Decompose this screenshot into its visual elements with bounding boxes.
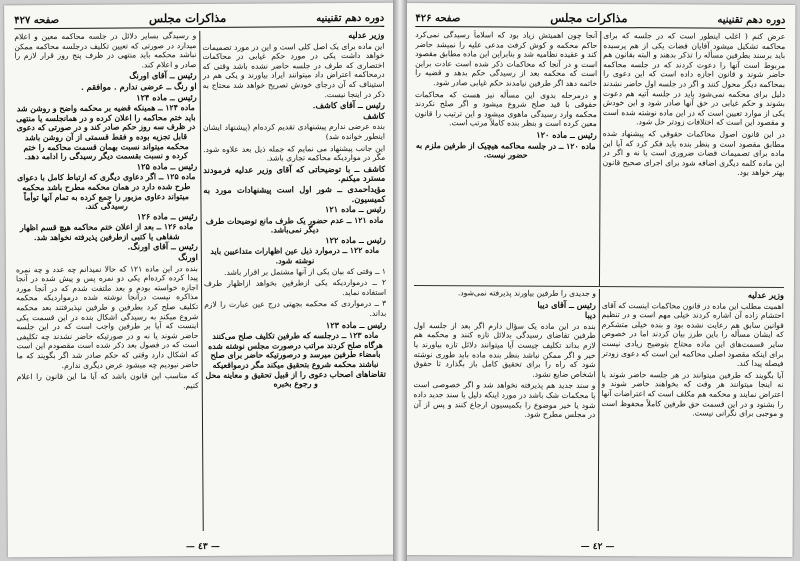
- header-page-number: صفحه ۴۲۶: [415, 13, 461, 25]
- paragraph: که مناسب این قانون باشد که آیا ما این قانون را اعلام کنیم.: [16, 371, 199, 390]
- lower-column-left: [413, 288, 596, 529]
- paragraph: و سند جدید هم پذیرفته نخواهد شد و اگر خصوصی است یا محکمات شک باشد در مورد اینکه دلیل یا سند جدید داده شود یا خیر موضوع را بکمیسیون ارجاع کنند و پس از آن در مجلس مطرح شود.: [413, 380, 596, 420]
- speaker-line: اورنگ: [178, 252, 198, 263]
- paragraph: این جانب پیشنهاد می نمایم که جمله ذیل بعد علاوه شود. مگر در مواردیکه محاکمه تجاری باشد.: [203, 143, 386, 163]
- paragraph: ۳ ــ درمواردی که محکمه بجهتی درج عین عبارت را لازم بداند.: [204, 299, 387, 318]
- paragraph: بنده عرضی ندارم پیشنهادی تقدیم کرده‌ام (پیشنهاد ایشان اینطور خوانده شد): [202, 122, 386, 142]
- article-text: ماده ۱۲۰ ــ در جلسه محاکمه هیچیک از طرفین ملزم به حضور نیست.: [415, 140, 596, 160]
- page-header: [415, 11, 785, 29]
- article-text: ماده ۱۲۶ ــ بعد از اعلان ختم محاکمه هیچ قسم اظهار شفاهی یا کتبی ازطرفین پذیرفته نخواهد شد.: [19, 222, 194, 243]
- paragraph: بنده در این ماده یک سؤال دارم اگر بعد از جلسه اول طرفین تقاضای رسیدگی بدلائل تازه کنند و محکمه هم لازم بداند تکلیف چیست آیا میتوانند دلائل تازه بیاورند یا خیر و اگر ممکن نباشد بنظر بنده ماده باید طوری نوشته شود که راه را برای تحقیق کامل باز بگذارد تا حقوق اشخاص ضایع نشود.: [413, 320, 596, 379]
- page-427: [4, 3, 398, 558]
- book-gutter: [393, 0, 407, 561]
- header-page-number: صفحه ۴۲۷: [14, 14, 60, 27]
- column-right: [202, 30, 387, 531]
- paragraph: و رسیدگی بسایر دلائل در جلسه محاکمه معین و اعلام میدارد در صورتی که تعیین تکلیف درجلسه محاکمه ممکن نباشد محکمه باید منتهی در ظرف پنج روز قرار لازم را صادر و اعلام کند.: [14, 31, 197, 70]
- column-left: [14, 31, 199, 532]
- speaker-line: رئیس ــ ماده ۱۲۶: [137, 210, 198, 222]
- footer-number-text: ٤٢: [592, 541, 603, 553]
- paragraph: آیا بگویند که طرفین میتوانند در هر جلسه حاضر شوند یا نه اینجا میتوانند هر وقت که بخواهند حاضر شوند و اعتراض نمایند و محکمه هم مکلف است که اعتراضات آنها را بشنود و در این قسمت حق طرفین کاملاً محفوظ است و موجبی برای نگرانی نیست.: [601, 369, 784, 419]
- header-title: مذاکرات مجلس: [550, 10, 628, 26]
- upper-column-left: [414, 30, 597, 286]
- header-period: دوره دهم تقنینیه: [717, 14, 786, 26]
- header-title: مذاکرات مجلس: [148, 10, 227, 26]
- speaker-line: وزیر عدلیه: [348, 29, 385, 40]
- speaker-line: رئیس ــ ماده ۱۲۳: [325, 319, 387, 330]
- page-header: [14, 11, 384, 30]
- paragraph: این ماده برای یک اصل کلی است و این در مورد تصمیمات خواهد داشت یکی در مورد حکم غیابی در محاکمات اختصاری که طرف در جلسه حاضر نشده باشد وقتی که درمحاکمه اعتراض داد میتوانند ایراد بیاورند و یکی هم در استیناف که آن درجای خودش تصریح خواهد شد محتاج به ذکر در اینجا نیست.: [202, 41, 385, 99]
- page-body: [413, 30, 786, 532]
- page-footer-number: — ٤٣ —: [185, 541, 220, 553]
- article-text: ماده ۱۲۳ ــ درجلسه که طرفین تکلیف صلح می‌کنند هرگاه صلح کردند مراتب درصورت مجلس نوشته شده بامضاء طرفین میرسد و درصورتیکه حاضر برای صلح نباشند محکمه شروع بتحقیق میکند مگر درمواقعیکه تقاضاهای اصحاب دعوی را از قبیل تحقیق و معاینه محل و رجوع بخبره: [205, 330, 386, 389]
- speaker-line: دیبا: [584, 310, 596, 321]
- page-footer-number: — ٤٢ —: [580, 541, 615, 553]
- speaker-line: رئیس ــ آقای کاشف.: [312, 99, 385, 111]
- article-text: ماده ۱۲۵ ــ اگر دعاوی دیگری که ارتباط کامل با دعوای طرح شده دارد در همان محکمه مطرح باشد محکمه میتواند دعاوی مزبور را جمع کرده به تمام آنها توأماً رسیدگی کند.: [17, 172, 196, 211]
- speaker-line: کاشف: [363, 110, 385, 121]
- paragraph: و درمرحله بدوی این مسأله نیز هست که محاکمات حقوقی با قید صلح شروع میشود و اگر صلح نکردند محکمه وارد رسیدگی ماهوی میشود و این ترتیب را قانون معین کرده است و بنظر بنده کاملاً مرتب است.: [414, 89, 597, 129]
- paragraph: ۲ ــ درمواردیکه یکی ازطرفین بخواهد ازاظهار طرف استفاده نماید.: [203, 277, 387, 297]
- column-divider: [597, 289, 599, 531]
- speaker-line: رئیس ــ ماده ۱۲۲: [325, 234, 386, 246]
- footer-number-text: ٤٣: [197, 541, 208, 553]
- paragraph: عرض کنم ( اغلب اینطور است که در جلسه که برای محاکمه تشکیل میشود آقایان قضات یکی از هم پرسیده باید برسند بطرفین مسأله را تذکر بدهند و البته بقانون هم مربوط است آنها را دعوت کردند که در جلسه محاکمه حاضر شوند و قانون اجازه داده است که این دعوی را بمحاکمه دیگر محول کنند و اگر در جلسه اول حاضر نشدند دلیل برای محکمه نمی‌شود باید در جلسه آتیه هم دعوت بشوند و حکم غیابی در حق آنها صادر شود و این خودش یکی از موارد تعیین است که در این ماده نوشته شده است و مقصود این است که اختلافات زودتر حل شود.: [602, 31, 786, 128]
- paragraph: ۱ ــ وقتی که بیان یکی از آنها مشتمل بر اقرار باشد.: [223, 266, 386, 277]
- speaker-line: رئیس ــ ماده ۱۲۴: [136, 91, 197, 103]
- speaker-line: او رنگ ــ عرضی ندارم . موافقم .: [80, 80, 197, 92]
- paragraph: بنده در این ماده ۱۲۱ که حالا نمیدانم چه عدد و چه نمره پیدا کرده کرده‌ام یکی دو نمره پس و پیش شده در آنجا اجازه خواسته بودم و بعد ملتفت شدم که در آنجا مورد مذاکره نیست درآنجا نوشته شده درمواردیکه محکمه تکلیف صلح کرد بطرفین و طرفین نپذیرفتند بعد محکمه شروع میکند به رسیدگی اشکال بنده در این قسمت یکی اینست که آیا بر طرفین واجب است که در این جلسه حاضر شوند یا نه و در صورتیکه حاضر نشدند چه تکلیفی است که در فصول بعد ذکر شده است مقصودم این است که اشکال دارد وقتی که حکم صادر شد اگر بگویند که ما حاضر نبودیم چه میشود عرض دیگری ندارم.: [15, 263, 199, 370]
- article-text: ماده ۱۲۲ ــ درموارد ذیل عین اظهارات متداعیین باید نوشته شود.: [210, 246, 380, 266]
- header-period: دوره دهم تقنینیه: [316, 12, 385, 25]
- speaker-line: رئیس ــ ماده ۱۲۰: [536, 129, 597, 140]
- paragraph: اهمیت مطلب این ماده در قانون محاکمات اینست که آقای احتشام زاده آن اشاره کردند خیلی مهم است و در تنظیم قوانین سابق هم رعایت نشده بود و بنده خیلی متشکرم که ایشان مسأله را باین طرز بیان کردند اما در خصوص سایر قسمت‌های این ماده محتاج بتوضیح زیادی نیست برای اینکه مقصود اصلی محاکمه این است که دعوی زودتر فیصله پیدا کند.: [601, 300, 784, 369]
- article-text: ماده ۱۲۴ ــ همینکه قضیه بر محکمه واضح و روشن شد باید ختم محاکمه را اعلان کرده و در همانجلسه یا منتهی در ظرف سه روز حکم صادر کند و در صورتی که دعوی قابل تجزیه بوده و فقط قسمتی از آن روشن باشد محکمه میتواند نسبت بهمان قسمت محاکمه را ختم کرده و نسبت بقسمت دیگر رسیدگی را ادامه دهد.: [16, 103, 196, 162]
- speaker-line: رئیس ــ آقای دیبا: [537, 299, 596, 310]
- speaker-line: رئیس ــ ماده ۱۲۱: [324, 203, 386, 215]
- paragraph: و جدیدی را طرفین بیاورند پذیرفته نمی‌شود.: [457, 288, 596, 298]
- page-426: [403, 3, 796, 557]
- lower-section: [413, 285, 784, 532]
- column-divider: [598, 31, 600, 286]
- speaker-line: رئیس ــ آقای اورنگ.: [127, 241, 198, 252]
- lower-column-right: [601, 289, 784, 530]
- speaker-line: رئیس ــ ماده ۱۲۵: [136, 160, 198, 172]
- article-text: ماده ۱۲۱ ــ عدم حضور یک طرف مانع توضیحات طرف دیگر نمی‌باشد.: [205, 215, 384, 235]
- page-columns: [14, 30, 387, 533]
- speaker-line: مؤیداحمدی ــ شور اول است پیشنهادات مورد به کمیسیون.: [203, 183, 386, 204]
- speaker-line: رئیس ــ آقای اورنگ: [129, 70, 197, 81]
- upper-section: [414, 30, 785, 287]
- paragraph: آنجا چون اهمیتش زیاد بود که اسلاماً رسیدگی نمی‌کرد حاکم محکمه و کوش کرفت مدعی علیه را نمیشد حاضر کند و عقیده نظامیه شد و بنابراین این ماده مطابق مقصود است و در آنجا که محاکمات ذکر شده است عادت براین است که محکمه بعد از رسیدگی حکم بدهد و قضیه را خاتمه دهد اگر طرفین نیامدند حکم غیابی صادر شود.: [415, 30, 598, 88]
- upper-column-right: [602, 31, 785, 287]
- speaker-line: وزیر عدلیه: [747, 289, 784, 300]
- paragraph: در این قانون اصول محاکمات حقوقی که پیشنهاد شده مطابق مقصود است و بنظر بنده باید فکر کرد که آیا این ماده برای تصمیمات قضات ضروری است یا نه و اگر در این ماده کلمه دیگری اضافه شود برای اجرای صحیح قانون بهتر خواهد بود.: [602, 128, 785, 178]
- speaker-line: کاشف ــ با توضیحاتی که آقای وزیر عدلیه فرمودند مسترد میکنم.: [203, 163, 386, 184]
